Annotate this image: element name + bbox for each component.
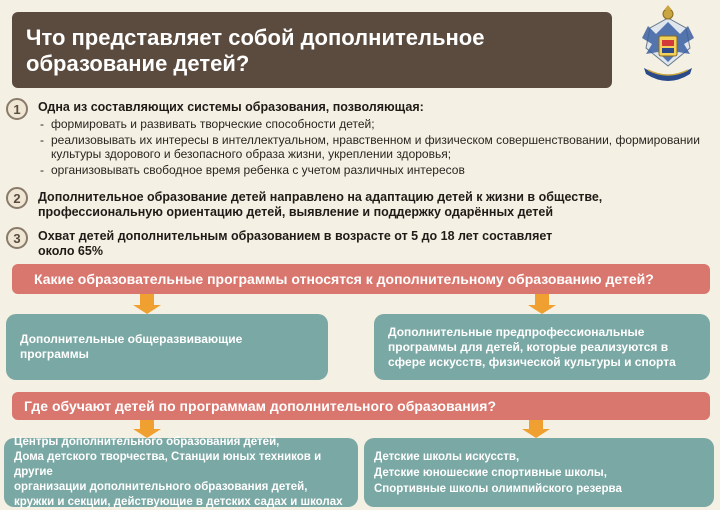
arrow-down-icon bbox=[133, 294, 161, 314]
list-item: кружки и секции, действующие в детских садах и школах bbox=[14, 496, 343, 508]
question-2-bar bbox=[12, 392, 710, 420]
section-2-number bbox=[6, 187, 28, 209]
institutions-box bbox=[4, 438, 358, 507]
page-title-line-2: образование детей? bbox=[26, 51, 250, 76]
page-title bbox=[12, 12, 612, 88]
section-1-title: Одна из составляющих системы образования, позволяющая: bbox=[38, 100, 424, 114]
preprofessional-programs-text: Дополнительные предпрофессиональные программы для детей, которые реализуются в сфере искусств, физической культуры и спорта bbox=[388, 324, 676, 369]
list-item: - реализовывать их интересы в интеллектуальном, нравственном и физическом совершенствовании, формировании культуры здорового и безопасного образа жизни, укреплении здоровья; bbox=[38, 133, 710, 161]
crest-emblem-graphic bbox=[628, 4, 708, 94]
section-3-line-2: около 65% bbox=[38, 244, 103, 258]
question-1-text: Какие образовательные программы относятся к дополнительному образованию детей? bbox=[34, 271, 654, 287]
arrow-down-icon bbox=[528, 294, 556, 314]
question-2-text: Где обучают детей по программам дополнительного образования? bbox=[24, 398, 497, 414]
list-item: Центры дополнительного образования детей, bbox=[14, 436, 280, 448]
list-item: организации дополнительного образования детей, bbox=[14, 481, 308, 493]
crest-emblem-icon bbox=[628, 4, 708, 94]
section-1-number bbox=[6, 98, 28, 120]
general-programs-box bbox=[6, 314, 328, 380]
section-3-line-1: Охват детей дополнительным образованием в возрасте от 5 до 18 лет составляет bbox=[38, 229, 553, 243]
section-1 bbox=[38, 100, 710, 177]
arrow-down-icon bbox=[522, 420, 550, 438]
list-item: - формировать и развивать творческие способности детей; bbox=[38, 117, 710, 131]
list-item: - организовывать свободное время ребенка с учетом различных интересов bbox=[38, 163, 710, 177]
section-1-list bbox=[38, 117, 710, 177]
list-item: Спортивные школы олимпийского резерва bbox=[374, 482, 622, 495]
institutions-list bbox=[14, 435, 348, 510]
section-3-number bbox=[6, 227, 28, 249]
schools-box bbox=[364, 438, 714, 507]
section-3-text bbox=[38, 229, 678, 259]
section-2-text: Дополнительное образование детей направлено на адаптацию детей к жизни в обществе, профессиональную ориентацию детей, выявление и поддержку одарённых детей bbox=[38, 190, 603, 219]
question-1-bar bbox=[12, 264, 710, 294]
general-programs-text: Дополнительные общеразвивающие программы bbox=[20, 332, 243, 361]
page-title-line-1: Что представляет собой дополнительное bbox=[26, 25, 485, 50]
list-item: Дома детского творчества, Станции юных техников и другие bbox=[14, 451, 322, 478]
section-3-number-text: 3 bbox=[13, 230, 21, 246]
section-2-number-text: 2 bbox=[13, 190, 21, 206]
schools-list bbox=[374, 449, 622, 497]
list-item: Детские школы искусств, bbox=[374, 450, 520, 463]
list-item: Детские юношеские спортивные школы, bbox=[374, 466, 607, 479]
preprofessional-programs-box bbox=[374, 314, 710, 380]
section-1-number-text: 1 bbox=[13, 101, 21, 117]
